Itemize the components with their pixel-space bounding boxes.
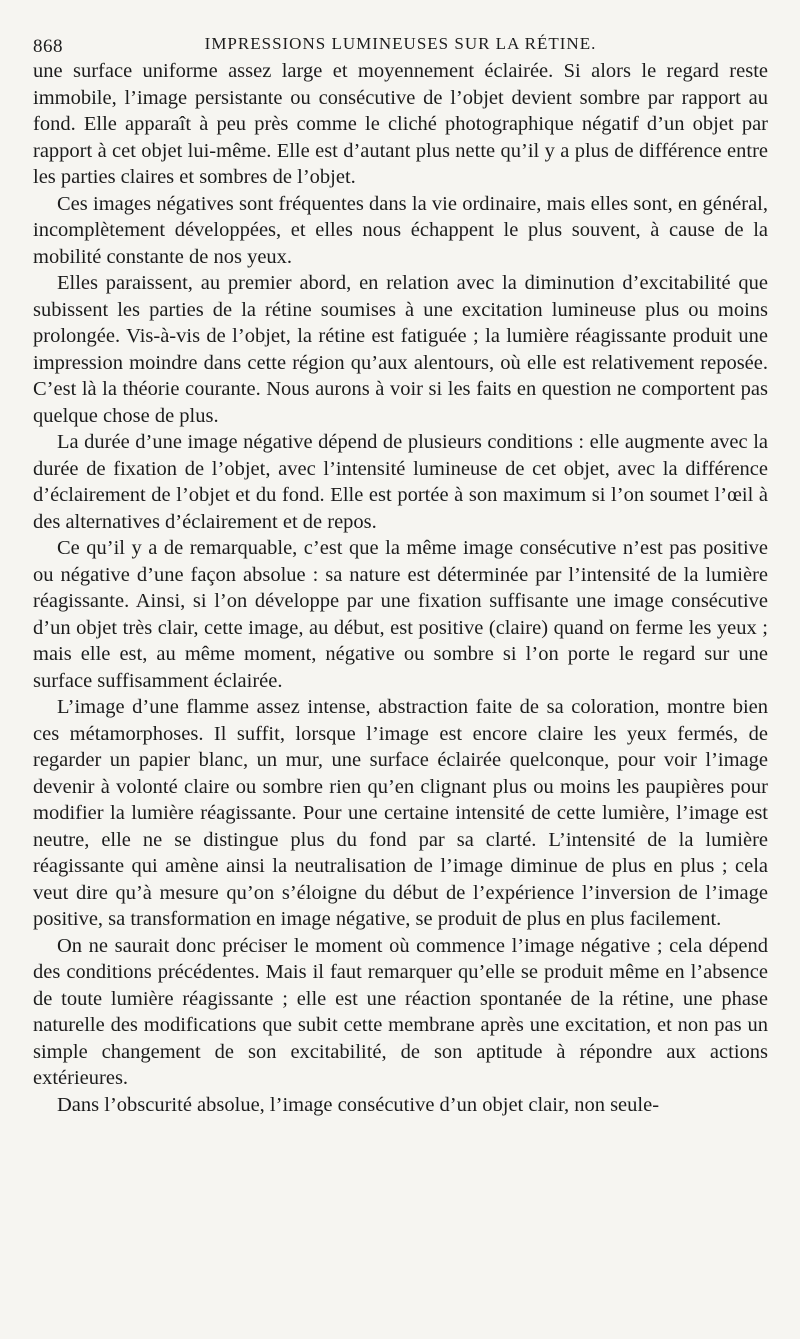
paragraph: Ces images négatives sont fréquentes dans la vie ordinaire, mais elles sont, en général, incomplètement développées, et elles nous échappent le plus souvent, à cause de la mobilité constante de nos yeux.: [33, 192, 768, 268]
paragraph: On ne saurait donc préciser le moment où commence l’image négative ; cela dépend des conditions précédentes. Mais il faut remarquer qu’elle se produit même en l’absence de toute lumière réagissante ; elle est une réaction spontanée de la rétine, une phase naturelle des modifications que subit cette membrane après une excitation, et non pas un simple changement de son excitabilité, de son aptitude à répondre aux actions extérieures.: [33, 934, 768, 1089]
page-header: [33, 28, 768, 58]
paragraph: La durée d’une image négative dépend de plusieurs conditions : elle augmente avec la durée de fixation de l’objet, avec l’intensité lumineuse de cet objet, avec la différence d’éclairement de l’objet et du fond. Elle est portée à son maximum si l’on soumet l’œil à des alternatives d’éclairement et de repos.: [33, 431, 768, 533]
page-number: 868: [33, 36, 63, 57]
paragraph: Elles paraissent, au premier abord, en relation avec la diminution d’excitabilité que subissent les parties de la rétine soumises à une excitation lumineuse plus ou moins prolongée. Vis-à-vis de l’objet, la rétine est fatiguée ; la lumière réagissante produit une impression moindre dans cette région qu’aux alentours, où elle est relativement reposée. C’est là la théorie courante. Nous aurons à voir si les faits en question ne comportent pas quelque chose de plus.: [33, 272, 768, 427]
paragraph: Ce qu’il y a de remarquable, c’est que la même image consécutive n’est pas positive ou négative d’une façon absolue : sa nature est déterminée par l’intensité de la lumière réagissante. Ainsi, si l’on développe par une fixation suffisante une image consécutive d’un objet très clair, cette image, au début, est positive (claire) quand on ferme les yeux ; mais elle est, au même moment, négative ou sombre si l’on porte le regard sur une surface suffisamment éclairée.: [33, 537, 768, 692]
paragraph-continuation: une surface uniforme assez large et moyennement éclairée. Si alors le regard reste immobile, l’image persistante ou consécutive de l’objet devient sombre par rapport au fond. Elle apparaît à peu près comme le cliché photographique négatif d’un objet par rapport à cet objet lui-même. Elle est d’autant plus nette qu’il y a plus de différence entre les parties claires et sombres de l’objet.: [33, 60, 768, 188]
body-text: [33, 58, 768, 1118]
paragraph-last: Dans l’obscurité absolue, l’image consécutive d’un objet clair, non seule-: [57, 1093, 660, 1116]
running-head: IMPRESSIONS LUMINEUSES SUR LA RÉTINE.: [204, 34, 597, 53]
paragraph: L’image d’une flamme assez intense, abstraction faite de sa coloration, montre bien ces métamorphoses. Il suffit, lorsque l’image est encore claire les yeux fermés, de regarder un papier blanc, un mur, une surface éclairée quelconque, pour voir l’image devenir à volonté claire ou sombre rien qu’en clignant plus ou moins les paupières pour modifier la lumière réagissante. Pour une certaine intensité de cette lumière, l’image est neutre, elle ne se distingue plus du fond par sa clarté. L’intensité de la lumière réagissante qui amène ainsi la neutralisation de l’image diminue de plus en plus ; cela veut dire qu’à mesure qu’on s’éloigne du début de l’expérience l’inversion de l’image positive, sa transformation en image négative, se produit de plus en plus facilement.: [33, 696, 768, 930]
